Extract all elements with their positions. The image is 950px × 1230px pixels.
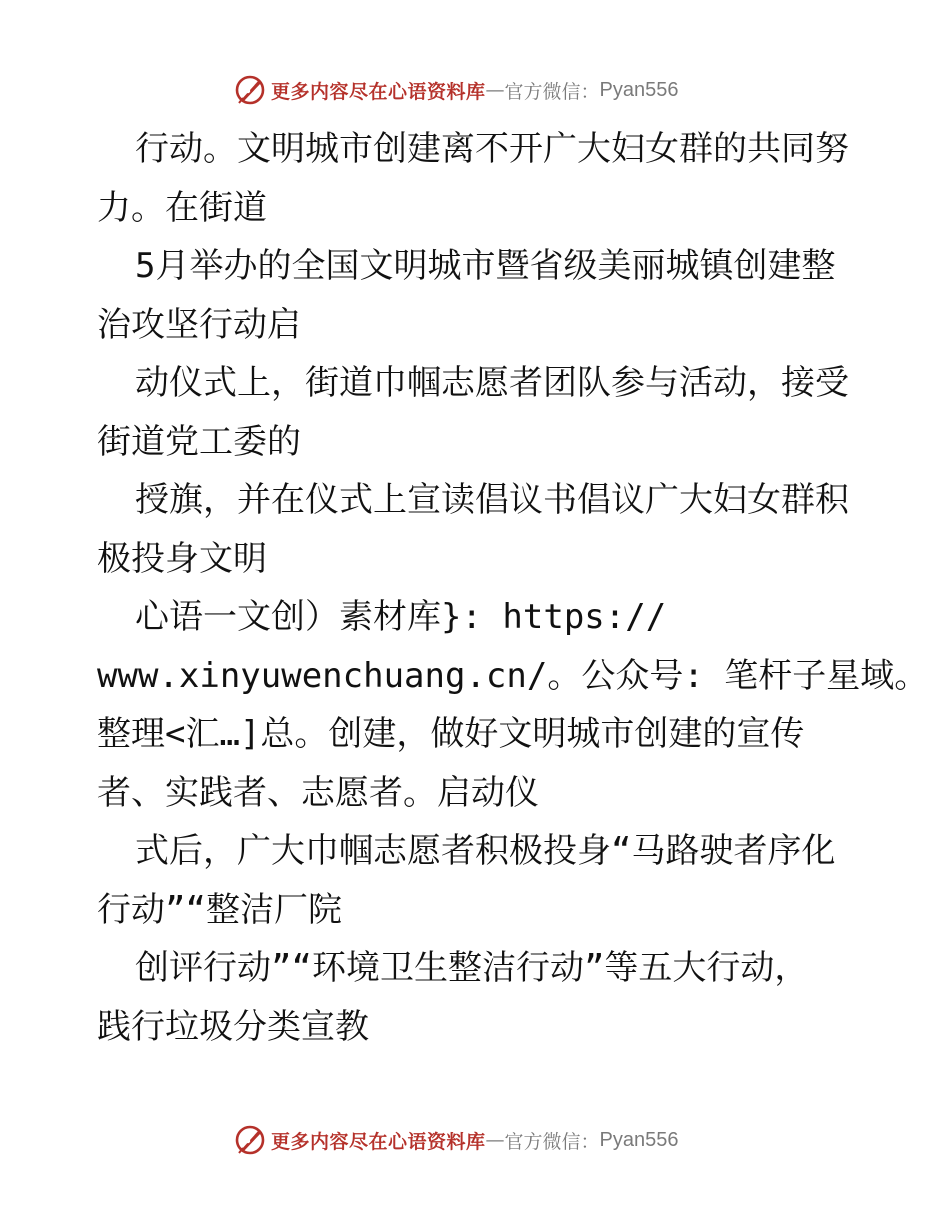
dash-separator: — (485, 1129, 505, 1151)
wechat-label: 官方微信： (504, 1130, 600, 1153)
brand-text: 更多内容尽在心语资料库 (271, 1130, 486, 1153)
paragraph-line: 行动”“整洁厂院 (97, 889, 342, 930)
paragraph-line: 践行垃圾分类宣教 (97, 1006, 369, 1047)
paragraph-line: 创评行动”“环境卫生整洁行动”等五大行动， (135, 948, 809, 988)
dash-separator: — (485, 79, 505, 101)
paragraph-line: 动仪式上，街道巾帼志愿者团队参与活动，接受 (135, 363, 849, 403)
paragraph-line: 心语一文创）素材库}: https:// (135, 597, 667, 637)
paragraph-line: 力。在街道 (97, 187, 267, 228)
paragraph-line: 治攻坚行动启 (97, 304, 301, 345)
paragraph-line: 街道党工委的 (97, 421, 301, 462)
paragraph-line: 5月举办的全国文明城市暨省级美丽城镇创建整 (135, 246, 836, 286)
paragraph-line: www.xinyuwenchuang.cn/。公众号: 笔杆子星域。 (97, 655, 929, 696)
wechat-id: Pyan556 (599, 1128, 679, 1151)
paragraph-line: 式后，广大巾帼志愿者积极投身“马路驶者序化 (135, 831, 836, 871)
wechat-label: 官方微信： (504, 80, 600, 103)
footer-watermark (233, 1122, 679, 1158)
paragraph-line: 整理<汇…]总。创建，做好文明城市创建的宣传 (97, 714, 805, 754)
paragraph-line: 授旗，并在仪式上宣读倡议书倡议广大妇女群积 (135, 480, 849, 520)
header-watermark (233, 72, 679, 108)
paragraph-line: 者、实践者、志愿者。启动仪 (97, 772, 539, 813)
brand-text: 更多内容尽在心语资料库 (271, 80, 486, 103)
document-body (97, 120, 929, 1056)
wechat-id: Pyan556 (599, 78, 679, 101)
quill-pen-logo-icon (233, 1123, 267, 1157)
paragraph-line: 极投身文明 (97, 538, 267, 579)
paragraph-line: 行动。文明城市创建离不开广大妇女群的共同努 (135, 129, 849, 169)
quill-pen-logo-icon (233, 73, 267, 107)
